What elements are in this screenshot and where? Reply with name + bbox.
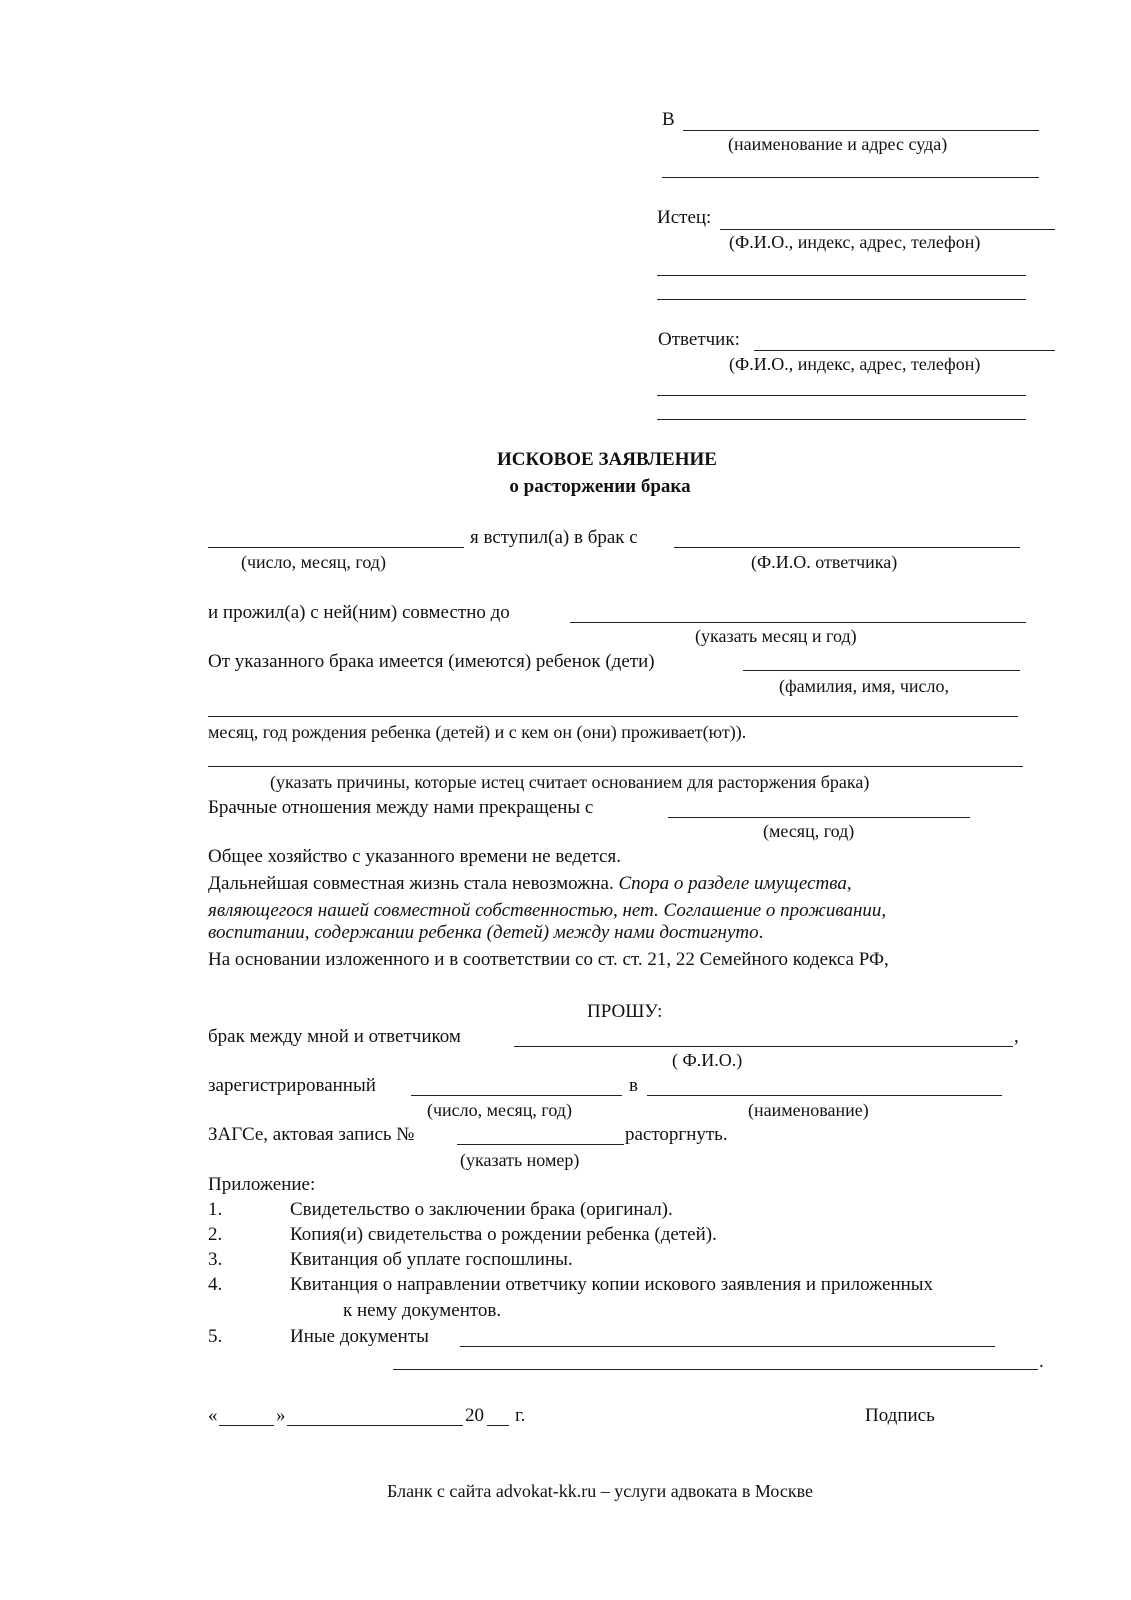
- other-documents-field[interactable]: [460, 1346, 995, 1347]
- zags-text: ЗАГСе, актовая запись №: [208, 1124, 415, 1145]
- fio-hint: ( Ф.И.О.): [672, 1050, 743, 1070]
- month-field[interactable]: [287, 1425, 463, 1426]
- children-field[interactable]: [743, 670, 1020, 671]
- court-hint: (наименование и адрес суда): [728, 134, 948, 154]
- children-hint-2: месяц, год рождения ребенка (детей) и с кем он (они) проживает(ют)).: [208, 722, 747, 742]
- registered-text: зарегистрированный: [208, 1075, 376, 1096]
- defendant-fio-field[interactable]: [514, 1046, 1013, 1047]
- defendant-label: Ответчик:: [658, 329, 740, 350]
- further-plain: Дальнейшая совместная жизнь стала невозможна.: [208, 873, 614, 894]
- plaintiff-address-line-2[interactable]: [657, 299, 1026, 300]
- agreement-line-3-end: .: [758, 922, 764, 943]
- attachment-item: Квитанция об уплате госпошлины.: [290, 1249, 573, 1270]
- attachment-num: 2.: [208, 1224, 223, 1245]
- children-details-line[interactable]: [208, 716, 1018, 717]
- marriage-date-field[interactable]: [208, 547, 464, 548]
- agreement-line-3: [208, 923, 763, 942]
- ended-hint: (месяц, год): [763, 821, 855, 841]
- children-text: От указанного брака имеется (имеются) ребенок (дети): [208, 651, 655, 672]
- plaintiff-label: Истец:: [657, 207, 712, 228]
- court-name-field[interactable]: [683, 130, 1039, 131]
- household-text: Общее хозяйство с указанного времени не ведется.: [208, 846, 621, 867]
- defendant-address-line-2[interactable]: [657, 419, 1026, 420]
- date-quote-close: »: [276, 1405, 286, 1426]
- day-field[interactable]: [219, 1425, 274, 1426]
- plaintiff-hint: (Ф.И.О., индекс, адрес, телефон): [729, 232, 981, 252]
- children-hint-1: (фамилия, имя, число,: [779, 676, 950, 696]
- source-footer: Бланк с сайта advokat-kk.ru – услуги адвоката в Москве: [386, 1481, 813, 1501]
- agreement-line-2: являющегося нашей совместной собственностью, нет. Соглашение о проживании,: [208, 900, 887, 921]
- court-prefix: В: [662, 109, 675, 130]
- document-subtitle: о расторжении брака: [509, 476, 691, 497]
- court-address-field[interactable]: [662, 177, 1039, 178]
- request-heading: ПРОШУ:: [587, 1001, 663, 1022]
- further-italic: Спора о разделе имущества,: [618, 873, 852, 894]
- further-text: [208, 874, 852, 893]
- registration-date-field[interactable]: [411, 1095, 622, 1096]
- year-suffix: г.: [515, 1405, 526, 1426]
- lived-until-field[interactable]: [570, 622, 1026, 623]
- attachment-item: Свидетельство о заключении брака (оригинал).: [290, 1199, 673, 1220]
- reasons-field[interactable]: [208, 766, 1023, 767]
- married-text: я вступил(а) в брак с: [470, 527, 638, 548]
- attachments-end-dot: .: [1039, 1351, 1044, 1372]
- registry-name-hint: (наименование): [748, 1100, 869, 1120]
- plaintiff-address-line-1[interactable]: [657, 275, 1026, 276]
- attachment-item: Иные документы: [290, 1326, 429, 1347]
- attachment-item: Копия(и) свидетельства о рождении ребенка (детей).: [290, 1224, 717, 1245]
- defendant-hint: (Ф.И.О., индекс, адрес, телефон): [729, 354, 981, 374]
- request-marriage-text: брак между мной и ответчиком: [208, 1026, 461, 1047]
- attachments-label: Приложение:: [208, 1174, 316, 1195]
- request-comma: ,: [1014, 1026, 1019, 1047]
- document-title: ИСКОВОЕ ЗАЯВЛЕНИЕ: [497, 449, 717, 470]
- lived-text: и прожил(а) с ней(ним) совместно до: [208, 602, 510, 623]
- defendant-address-line-1[interactable]: [657, 395, 1026, 396]
- date-quote-open: «: [208, 1405, 218, 1426]
- basis-text: На основании изложенного и в соответствии со ст. ст. 21, 22 Семейного кодекса РФ,: [208, 949, 889, 970]
- other-documents-field-2[interactable]: [393, 1369, 1038, 1370]
- ended-date-field[interactable]: [668, 817, 970, 818]
- dissolve-text: расторгнуть.: [625, 1124, 728, 1145]
- month-year-hint: (указать месяц и год): [695, 626, 857, 646]
- attachment-num: 5.: [208, 1326, 223, 1347]
- agreement-line-3-italic: воспитании, содержании ребенка (детей) между нами достигнуто: [208, 922, 759, 943]
- record-number-field[interactable]: [457, 1144, 624, 1145]
- spouse-hint: (Ф.И.О. ответчика): [751, 552, 898, 572]
- plaintiff-name-field[interactable]: [720, 229, 1055, 230]
- record-number-hint: (указать номер): [460, 1150, 580, 1170]
- reasons-hint: (указать причины, которые истец считает основанием для расторжения брака): [270, 772, 870, 792]
- in-text: в: [629, 1075, 638, 1096]
- attachment-num: 1.: [208, 1199, 223, 1220]
- attachment-num: 4.: [208, 1274, 223, 1295]
- ended-text: Брачные отношения между нами прекращены с: [208, 797, 594, 818]
- marriage-date-hint: (число, месяц, год): [241, 552, 386, 572]
- registry-name-field[interactable]: [647, 1095, 1002, 1096]
- attachment-item: Квитанция о направлении ответчику копии искового заявления и приложенных: [290, 1274, 934, 1295]
- spouse-name-field[interactable]: [674, 547, 1020, 548]
- year-prefix: 20: [465, 1405, 484, 1426]
- defendant-name-field[interactable]: [754, 350, 1055, 351]
- attachment-num: 3.: [208, 1249, 223, 1270]
- signature-label: Подпись: [865, 1405, 935, 1426]
- registration-date-hint: (число, месяц, год): [427, 1100, 572, 1120]
- attachment-item-continuation: к нему документов.: [343, 1300, 502, 1321]
- year-field[interactable]: [487, 1425, 509, 1426]
